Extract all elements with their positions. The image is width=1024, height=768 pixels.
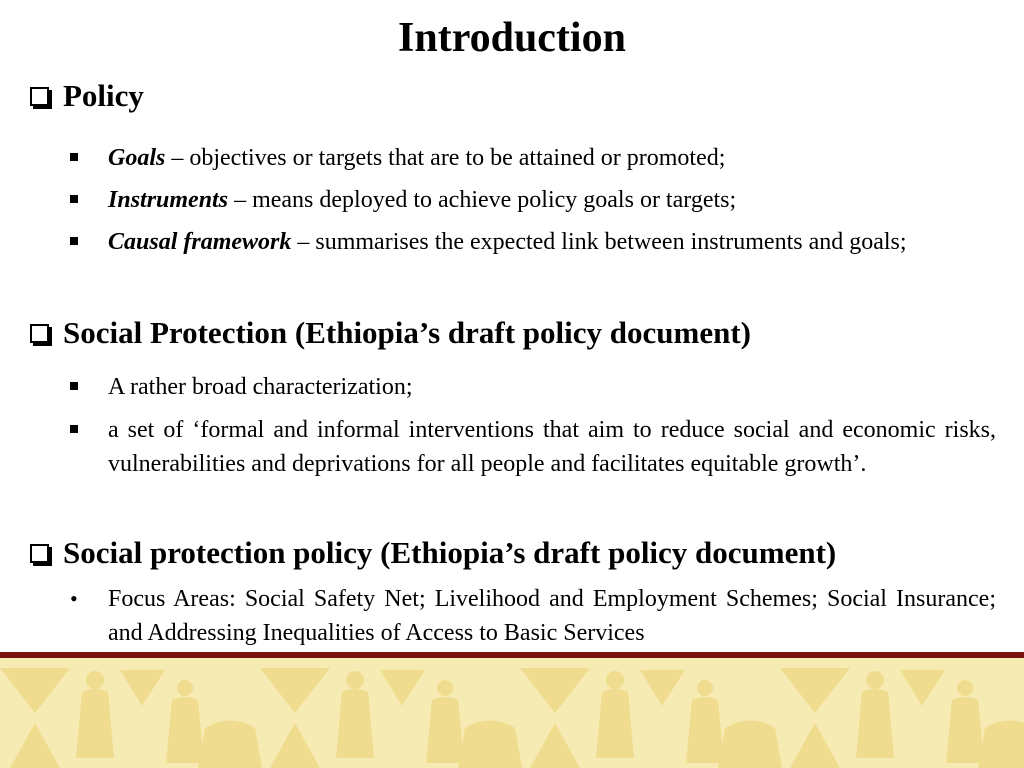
list-item [70,225,996,259]
list-item [70,413,996,481]
section-heading-text: Social protection policy (Ethiopia’s draft policy document) [63,535,837,570]
bullet-list-policy [70,141,996,259]
list-item [70,582,996,650]
slide-title: Introduction [398,15,626,61]
bullet-list-social-protection [70,370,996,481]
list-item [70,370,996,404]
section-heading-social-protection-policy [30,533,1004,573]
checkbox-bullet-icon [30,324,49,343]
checkbox-bullet-icon [30,87,49,106]
checkbox-bullet-icon [30,544,49,563]
round-bullet-icon: • [70,586,78,611]
square-bullet-icon [70,413,90,447]
bullet-term: Instruments [108,187,229,213]
bullet-list-social-protection-policy [70,582,996,650]
footer-pattern [0,658,1024,768]
section-heading-text: Policy [63,78,144,113]
section-heading-text: Social Protection (Ethiopia’s draft policy document) [63,315,751,350]
list-item [70,141,996,175]
square-bullet-icon [70,183,90,217]
bullet-term: Goals [108,145,166,171]
square-bullet-icon [70,225,90,259]
square-bullet-icon [70,141,90,175]
bullet-text: A rather broad characterization; [108,374,413,400]
bullet-term: Causal framework [108,229,292,255]
bullet-text: a set of ‘formal and informal interventions that aim to reduce social and economic risks, vulnerabilities and deprivations for all people and facilitates equitable growth’. [108,417,996,477]
square-bullet-icon [70,370,90,404]
bullet-text: Focus Areas: Social Safety Net; Livelihood and Employment Schemes; Social Insurance; and Addressing Inequalities of Access to Basic Services [108,586,996,646]
section-heading-social-protection [30,313,1004,353]
figures-pattern-icon [0,658,1024,768]
bullet-text: – objectives or targets that are to be attained or promoted; [165,145,726,171]
bullet-text: – means deployed to achieve policy goals or targets; [228,187,737,213]
section-heading-policy [30,76,1004,116]
bullet-text: – summarises the expected link between instruments and goals; [291,229,907,255]
list-item [70,183,996,217]
